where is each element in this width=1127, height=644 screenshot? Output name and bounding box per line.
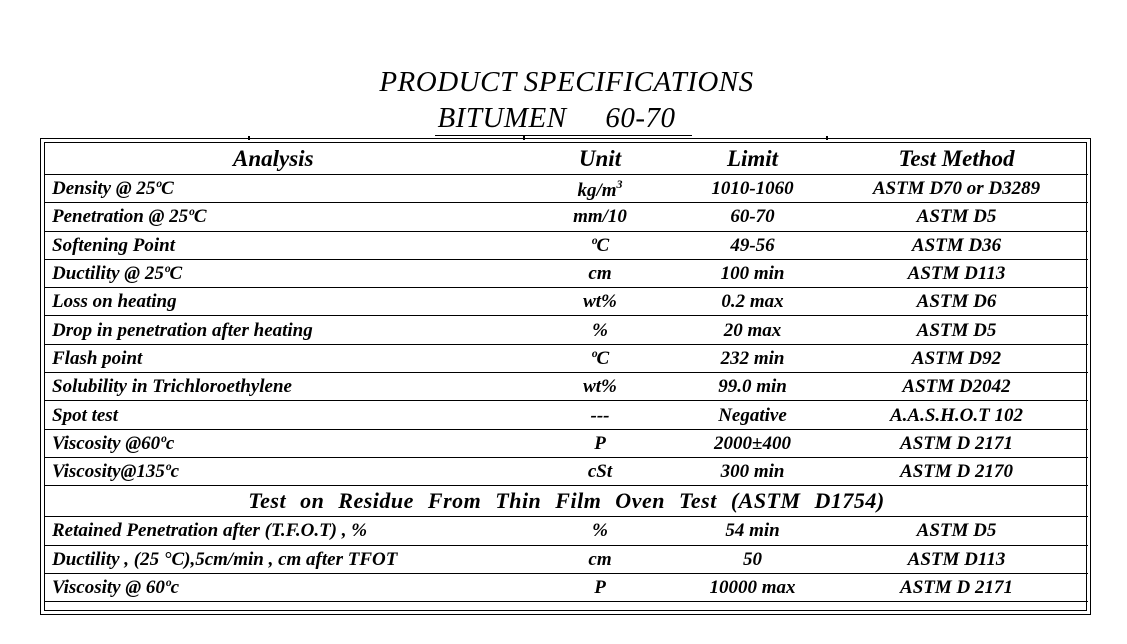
cell-limit: 54 min — [680, 517, 825, 545]
cell-analysis: Viscosity@135ºc — [45, 457, 520, 485]
cell-test-method: ASTM D 2171 — [825, 429, 1088, 457]
cell-limit: 0.2 max — [680, 288, 825, 316]
table-row — [45, 316, 1088, 344]
cell-analysis: Flash point — [45, 344, 520, 372]
table-row — [45, 259, 1088, 287]
cell-limit: 100 min — [680, 259, 825, 287]
cell-test-method: ASTM D36 — [825, 231, 1088, 259]
spec-table — [45, 143, 1088, 602]
table-row — [45, 517, 1088, 545]
cell-analysis: Viscosity @60ºc — [45, 429, 520, 457]
cell-limit: 1010-1060 — [680, 175, 825, 203]
cell-limit: 60-70 — [680, 203, 825, 231]
cell-test-method: ASTM D5 — [825, 316, 1088, 344]
product-name: BITUMEN 60-70 — [435, 104, 691, 136]
header-test-method: Test Method — [825, 143, 1088, 175]
cell-test-method: ASTM D5 — [825, 203, 1088, 231]
cell-test-method: ASTM D2042 — [825, 373, 1088, 401]
cell-analysis: Spot test — [45, 401, 520, 429]
cell-unit: ºC — [520, 231, 680, 259]
table-row — [45, 344, 1088, 372]
table-row — [45, 231, 1088, 259]
table-row — [45, 373, 1088, 401]
spec-table-frame — [40, 138, 1091, 615]
cell-unit: cm — [520, 545, 680, 573]
cell-unit: P — [520, 429, 680, 457]
cell-limit: 50 — [680, 545, 825, 573]
cell-analysis: Penetration @ 25ºC — [45, 203, 520, 231]
page-subtitle — [0, 104, 1127, 136]
cell-unit: wt% — [520, 373, 680, 401]
cell-analysis: Density @ 25ºC — [45, 175, 520, 203]
table-row — [45, 203, 1088, 231]
table-row — [45, 175, 1088, 203]
cell-unit: $kg/m^3$ — [520, 175, 680, 203]
cell-test-method: ASTM D113 — [825, 545, 1088, 573]
cell-limit: 10000 max — [680, 573, 825, 601]
table-row — [45, 288, 1088, 316]
cell-analysis: Ductility @ 25ºC — [45, 259, 520, 287]
cell-analysis: Drop in penetration after heating — [45, 316, 520, 344]
cell-analysis: Solubility in Trichloroethylene — [45, 373, 520, 401]
cell-analysis: Viscosity @ 60ºc — [45, 573, 520, 601]
residue-section-heading: Test on Residue From Thin Film Oven Test (ASTM D1754) — [45, 486, 1088, 517]
cell-limit: 2000±400 — [680, 429, 825, 457]
cell-limit: 300 min — [680, 457, 825, 485]
table-header-row — [45, 143, 1088, 175]
table-row — [45, 429, 1088, 457]
cell-analysis: Loss on heating — [45, 288, 520, 316]
cell-test-method: ASTM D70 or D3289 — [825, 175, 1088, 203]
cell-unit: % — [520, 517, 680, 545]
header-analysis: Analysis — [45, 143, 520, 175]
cell-test-method: ASTM D92 — [825, 344, 1088, 372]
cell-limit: 232 min — [680, 344, 825, 372]
cell-unit: cm — [520, 259, 680, 287]
cell-unit: P — [520, 573, 680, 601]
cell-test-method: ASTM D6 — [825, 288, 1088, 316]
cell-unit: --- — [520, 401, 680, 429]
cell-unit: % — [520, 316, 680, 344]
table-row — [45, 401, 1088, 429]
cell-test-method: ASTM D 2171 — [825, 573, 1088, 601]
cell-test-method: ASTM D 2170 — [825, 457, 1088, 485]
cell-limit: 99.0 min — [680, 373, 825, 401]
cell-unit: mm/10 — [520, 203, 680, 231]
table-row — [45, 545, 1088, 573]
header-limit: Limit — [680, 143, 825, 175]
cell-test-method: A.A.S.H.O.T 102 — [825, 401, 1088, 429]
cell-limit: 49-56 — [680, 231, 825, 259]
unit-superscript: 3 — [616, 176, 623, 191]
residue-section-heading-row — [45, 486, 1088, 517]
cell-test-method: ASTM D5 — [825, 517, 1088, 545]
cell-analysis: Retained Penetration after (T.F.O.T) , % — [45, 517, 520, 545]
table-row — [45, 573, 1088, 601]
page-title: PRODUCT SPECIFICATIONS — [379, 66, 754, 98]
cell-limit: 20 max — [680, 316, 825, 344]
cell-test-method: ASTM D113 — [825, 259, 1088, 287]
cell-unit: ºC — [520, 344, 680, 372]
cell-unit: wt% — [520, 288, 680, 316]
table-row — [45, 457, 1088, 485]
cell-unit: cSt — [520, 457, 680, 485]
header-unit: Unit — [520, 143, 680, 175]
cell-analysis: Ductility , (25 °C),5cm/min , cm after TFOT — [45, 545, 520, 573]
cell-analysis: Softening Point — [45, 231, 520, 259]
cell-limit: Negative — [680, 401, 825, 429]
